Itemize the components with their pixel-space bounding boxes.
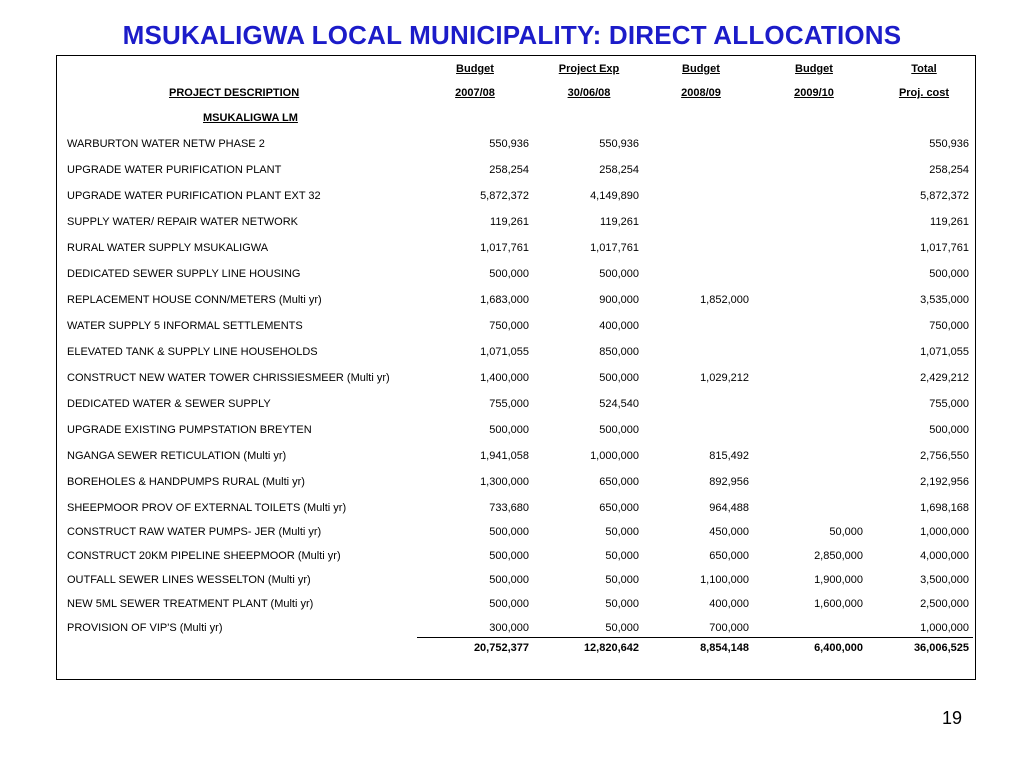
cell-budget-0708: 500,000 (489, 574, 529, 586)
cell-budget-0910: 1,900,000 (814, 574, 863, 586)
cell-project-exp: 50,000 (605, 526, 639, 538)
table-row (57, 622, 977, 642)
cell-budget-0708: 500,000 (489, 268, 529, 280)
cell-project-exp: 850,000 (599, 346, 639, 358)
cell-budget-0708: 1,300,000 (480, 476, 529, 488)
table-row (57, 598, 977, 618)
cell-budget-0708: 750,000 (489, 320, 529, 332)
cell-proj-cost: 500,000 (929, 424, 969, 436)
project-description: ELEVATED TANK & SUPPLY LINE HOUSEHOLDS (67, 346, 318, 358)
cell-project-exp: 4,149,890 (590, 190, 639, 202)
cell-budget-0809: 892,956 (709, 476, 749, 488)
cell-project-exp: 900,000 (599, 294, 639, 306)
page-number: 19 (941, 708, 962, 728)
cell-budget-0708: 755,000 (489, 398, 529, 410)
col-header-budget-0910-bottom: 2009/10 (794, 87, 834, 99)
project-description: WARBURTON WATER NETW PHASE 2 (67, 138, 265, 150)
table-row (57, 526, 977, 546)
table-row (57, 398, 977, 418)
cell-budget-0809: 1,029,212 (700, 372, 749, 384)
cell-project-exp: 650,000 (599, 502, 639, 514)
cell-project-exp: 50,000 (605, 574, 639, 586)
cell-budget-0809: 815,492 (709, 450, 749, 462)
table-row (57, 574, 977, 594)
cell-project-exp: 1,000,000 (590, 450, 639, 462)
project-description: UPGRADE WATER PURIFICATION PLANT EXT 32 (67, 190, 321, 202)
cell-project-exp: 400,000 (599, 320, 639, 332)
project-description: SHEEPMOOR PROV OF EXTERNAL TOILETS (Multi yr) (67, 502, 347, 514)
cell-proj-cost: 1,000,000 (920, 622, 969, 634)
cell-proj-cost: 5,872,372 (920, 190, 969, 202)
cell-proj-cost: 1,698,168 (920, 502, 969, 514)
cell-project-exp: 50,000 (605, 622, 639, 634)
project-description: RURAL WATER SUPPLY MSUKALIGWA (67, 242, 269, 254)
project-description: NEW 5ML SEWER TREATMENT PLANT (Multi yr) (67, 598, 314, 610)
section-label: MSUKALIGWA LM (203, 112, 298, 124)
project-description: PROVISION OF VIP'S (Multi yr) (67, 622, 223, 634)
project-description: WATER SUPPLY 5 INFORMAL SETTLEMENTS (67, 320, 303, 332)
project-description: DEDICATED SEWER SUPPLY LINE HOUSING (67, 268, 301, 280)
project-description: UPGRADE EXISTING PUMPSTATION BREYTEN (67, 424, 312, 436)
cell-budget-0809: 964,488 (709, 502, 749, 514)
total-project-exp: 12,820,642 (583, 642, 639, 654)
cell-project-exp: 50,000 (605, 598, 639, 610)
total-budget-0809: 8,854,148 (700, 642, 749, 654)
total-budget-0708: 20,752,377 (473, 642, 529, 654)
cell-budget-0910: 1,600,000 (814, 598, 863, 610)
cell-budget-0809: 450,000 (709, 526, 749, 538)
cell-budget-0708: 500,000 (489, 424, 529, 436)
project-description: CONSTRUCT RAW WATER PUMPS- JER (Multi yr) (67, 526, 322, 538)
project-description: BOREHOLES & HANDPUMPS RURAL (Multi yr) (67, 476, 305, 488)
table-row (57, 320, 977, 340)
cell-proj-cost: 755,000 (929, 398, 969, 410)
cell-proj-cost: 1,000,000 (920, 526, 969, 538)
cell-proj-cost: 119,261 (930, 216, 969, 228)
project-description: CONSTRUCT 20KM PIPELINE SHEEPMOOR (Multi yr) (67, 550, 341, 562)
totals-rule (417, 637, 973, 638)
col-header-budget-0708-top: Budget (456, 63, 494, 75)
cell-budget-0708: 500,000 (489, 526, 529, 538)
cell-budget-0809: 1,852,000 (700, 294, 749, 306)
totals-row (57, 642, 977, 662)
table-row (57, 346, 977, 366)
cell-budget-0708: 1,071,055 (480, 346, 529, 358)
table-row (57, 502, 977, 522)
cell-budget-0809: 1,100,000 (700, 574, 749, 586)
table-row (57, 242, 977, 262)
project-description: UPGRADE WATER PURIFICATION PLANT (67, 164, 282, 176)
cell-proj-cost: 550,936 (929, 138, 969, 150)
cell-project-exp: 650,000 (599, 476, 639, 488)
project-description: CONSTRUCT NEW WATER TOWER CHRISSIESMEER (Multi yr) (67, 372, 390, 384)
col-header-total-top: Total (911, 63, 937, 75)
table-row (57, 190, 977, 210)
cell-proj-cost: 750,000 (929, 320, 969, 332)
cell-budget-0809: 700,000 (709, 622, 749, 634)
col-header-budget-0910-top: Budget (795, 63, 833, 75)
cell-budget-0708: 258,254 (489, 164, 529, 176)
table-row (57, 164, 977, 184)
cell-proj-cost: 2,192,956 (920, 476, 969, 488)
cell-project-exp: 1,017,761 (590, 242, 639, 254)
cell-project-exp: 500,000 (599, 424, 639, 436)
table-row (57, 424, 977, 444)
project-description: SUPPLY WATER/ REPAIR WATER NETWORK (67, 216, 299, 228)
cell-budget-0910: 50,000 (829, 526, 863, 538)
table-row (57, 294, 977, 314)
cell-proj-cost: 2,500,000 (920, 598, 969, 610)
cell-budget-0708: 1,017,761 (480, 242, 529, 254)
cell-project-exp: 500,000 (599, 372, 639, 384)
project-description: REPLACEMENT HOUSE CONN/METERS (Multi yr) (67, 294, 322, 306)
project-description: OUTFALL SEWER LINES WESSELTON (Multi yr) (67, 574, 311, 586)
cell-budget-0708: 5,872,372 (480, 190, 529, 202)
table-row (57, 450, 977, 470)
col-header-project-exp-bottom: 30/06/08 (567, 87, 611, 99)
cell-proj-cost: 3,535,000 (920, 294, 969, 306)
cell-proj-cost: 1,017,761 (920, 242, 969, 254)
cell-project-exp: 500,000 (599, 268, 639, 280)
table-row (57, 550, 977, 570)
col-header-budget-0809-top: Budget (682, 63, 720, 75)
table-row (57, 216, 977, 236)
cell-budget-0809: 400,000 (709, 598, 749, 610)
cell-proj-cost: 4,000,000 (920, 550, 969, 562)
cell-project-exp: 550,936 (599, 138, 639, 150)
cell-budget-0708: 1,400,000 (480, 372, 529, 384)
cell-proj-cost: 500,000 (929, 268, 969, 280)
cell-proj-cost: 2,756,550 (920, 450, 969, 462)
col-header-budget-0809-bottom: 2008/09 (681, 87, 721, 99)
cell-proj-cost: 3,500,000 (920, 574, 969, 586)
slide-title: MSUKALIGWA LOCAL MUNICIPALITY: DIRECT ALLOCATIONS (122, 20, 902, 50)
cell-proj-cost: 1,071,055 (920, 346, 969, 358)
cell-budget-0708: 500,000 (489, 550, 529, 562)
table-row (57, 138, 977, 158)
total-proj-cost: 36,006,525 (913, 642, 969, 654)
cell-budget-0708: 500,000 (489, 598, 529, 610)
cell-project-exp: 50,000 (605, 550, 639, 562)
cell-budget-0708: 550,936 (489, 138, 529, 150)
allocations-table (56, 55, 976, 680)
table-row (57, 268, 977, 288)
desc-header: PROJECT DESCRIPTION (169, 87, 300, 99)
cell-project-exp: 524,540 (599, 398, 639, 410)
total-budget-0910: 6,400,000 (814, 642, 863, 654)
project-description: NGANGA SEWER RETICULATION (Multi yr) (67, 450, 287, 462)
table-row (57, 476, 977, 496)
cell-budget-0809: 650,000 (709, 550, 749, 562)
cell-proj-cost: 2,429,212 (920, 372, 969, 384)
cell-budget-0708: 733,680 (489, 502, 529, 514)
table-row (57, 372, 977, 392)
cell-proj-cost: 258,254 (929, 164, 969, 176)
col-header-budget-0708-bottom: 2007/08 (455, 87, 495, 99)
cell-project-exp: 258,254 (599, 164, 639, 176)
col-header-project-exp-top: Project Exp (558, 63, 620, 75)
cell-budget-0708: 119,261 (490, 216, 529, 228)
cell-budget-0708: 1,941,058 (480, 450, 529, 462)
project-description: DEDICATED WATER & SEWER SUPPLY (67, 398, 271, 410)
cell-budget-0708: 1,683,000 (480, 294, 529, 306)
cell-budget-0708: 300,000 (489, 622, 529, 634)
cell-budget-0910: 2,850,000 (814, 550, 863, 562)
cell-project-exp: 119,261 (600, 216, 639, 228)
col-header-total-bottom: Proj. cost (898, 87, 950, 99)
